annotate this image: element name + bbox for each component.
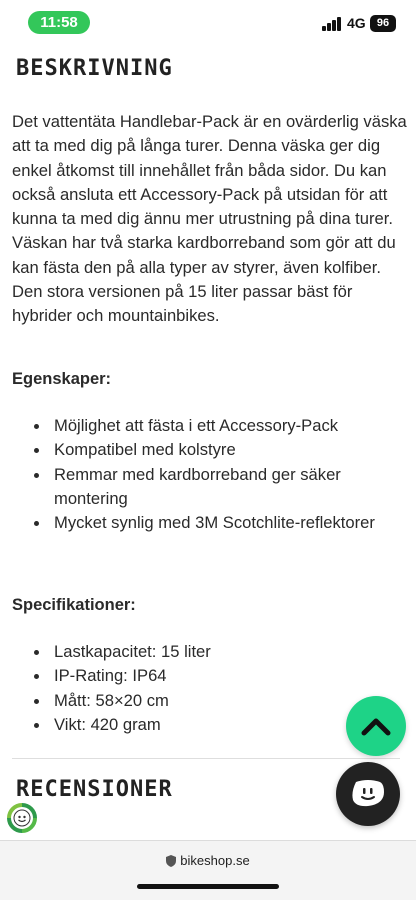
chat-face-icon xyxy=(350,778,386,810)
list-item: Mått: 58×20 cm xyxy=(32,689,402,713)
scroll-to-top-button[interactable] xyxy=(346,696,406,756)
chat-button[interactable] xyxy=(336,762,400,826)
specifications-heading: Specifikationer: xyxy=(12,596,136,614)
features-list xyxy=(32,414,402,535)
description-title: BESKRIVNING xyxy=(16,56,173,81)
home-indicator[interactable] xyxy=(137,884,279,889)
list-item: Lastkapacitet: 15 liter xyxy=(32,640,402,664)
eco-badge-icon[interactable] xyxy=(6,802,38,834)
shield-icon xyxy=(166,855,176,867)
list-item: IP-Rating: IP64 xyxy=(32,664,402,688)
browser-address-bar[interactable] xyxy=(0,840,416,900)
reviews-title: RECENSIONER xyxy=(16,777,173,802)
url-text: bikeshop.se xyxy=(180,853,250,868)
list-item: Vikt: 420 gram xyxy=(32,713,402,737)
status-time: 11:58 xyxy=(28,11,90,34)
network-type: 4G xyxy=(347,15,366,31)
list-item: Remmar med kardborreband ger säker montering xyxy=(32,463,402,512)
list-item: Mycket synlig med 3M Scotchlite-reflektorer xyxy=(32,511,402,535)
signal-icon xyxy=(322,17,342,31)
list-item: Kompatibel med kolstyre xyxy=(32,438,402,462)
chevron-up-icon xyxy=(360,715,392,737)
features-heading: Egenskaper: xyxy=(12,370,112,388)
url-display[interactable] xyxy=(0,853,416,868)
status-bar xyxy=(0,0,416,50)
divider xyxy=(12,758,400,759)
list-item: Möjlighet att fästa i ett Accessory-Pack xyxy=(32,414,402,438)
battery-icon: 96 xyxy=(370,15,396,32)
description-text: Det vattentäta Handlebar-Pack är en ovärderlig väska att ta med dig på långa turer. Denna väska ger dig enkel åtkomst till innehållet från båda sidor. Du kan också ansluta ett Accessory-Pack på utsidan för att kunna ta med dig ännu mer utrustning på dina turer. Väskan har två starka kardborreband som gör att du kan fästa den på alla typer av styrer, även kolfiber. Den stora versionen på 15 liter passar bäst för hybrider och mountainbikes. xyxy=(12,112,407,326)
